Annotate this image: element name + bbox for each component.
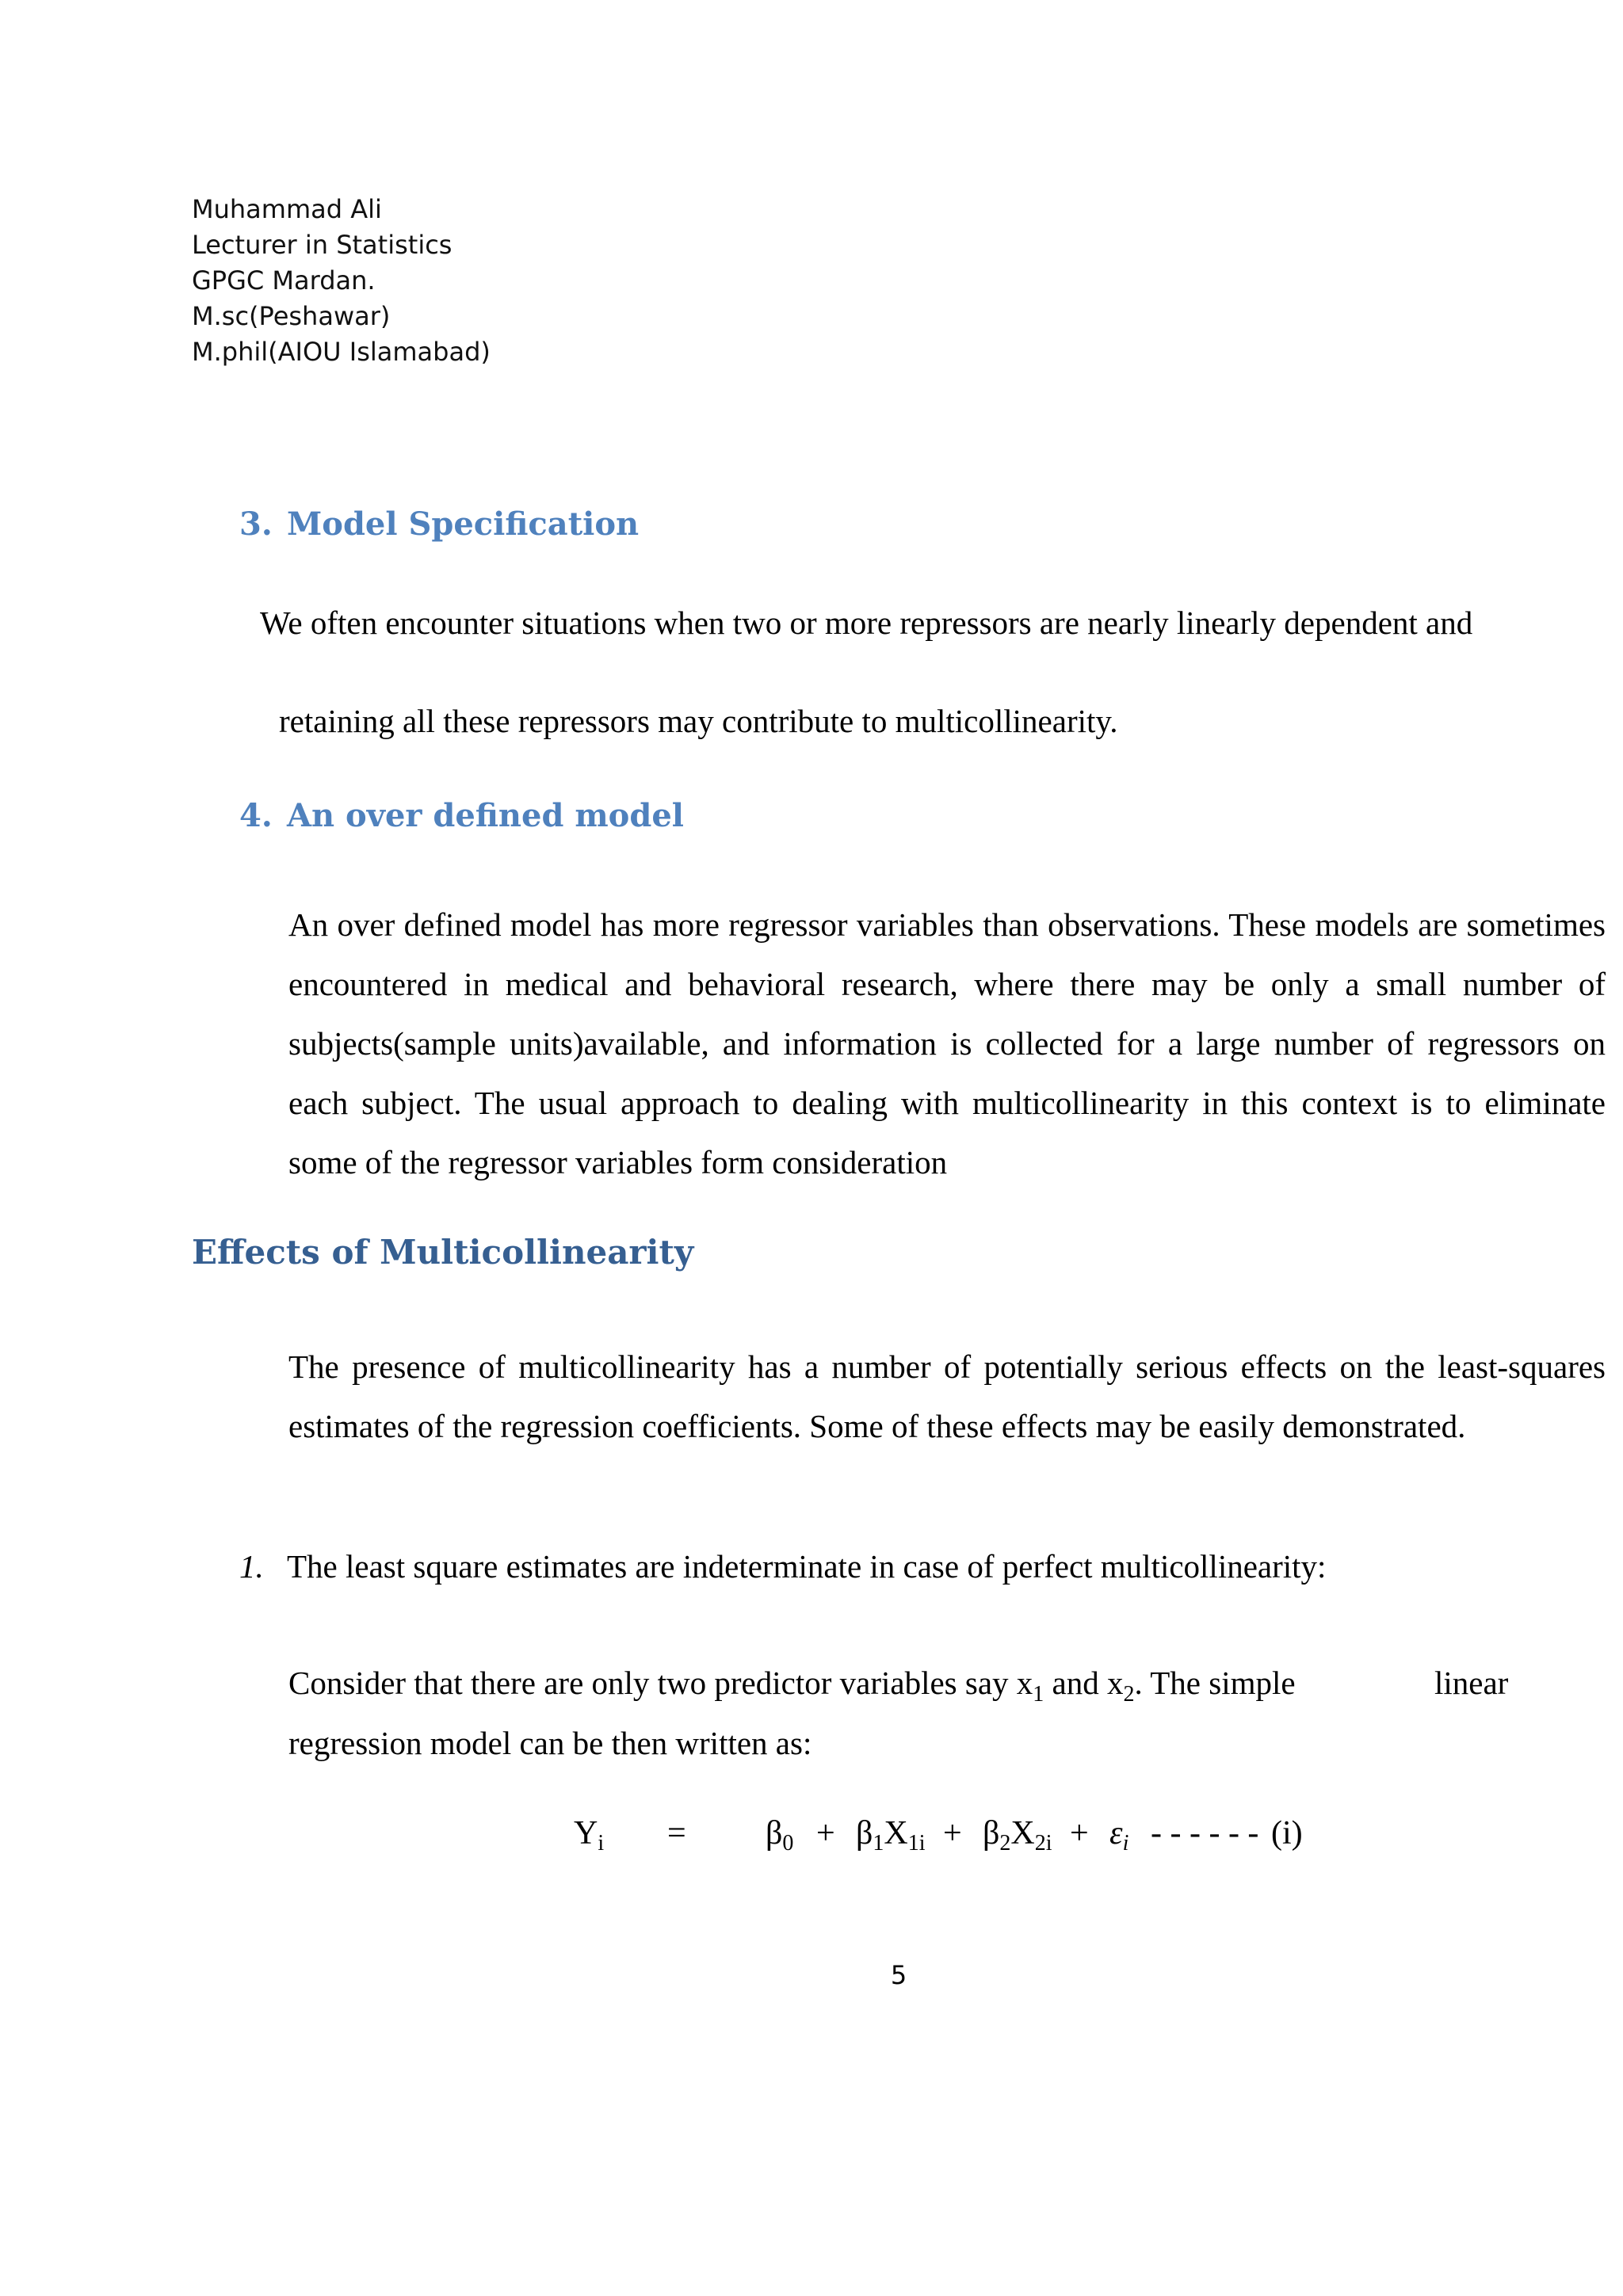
section-4-number: 4. <box>239 797 273 834</box>
equation-epsilon: $\varepsilon_i$ <box>1109 1815 1129 1855</box>
consider-text-c: . The simple <box>1134 1665 1296 1701</box>
effect-1-text: The least square estimates are indeterminate in case of perfect multicollinearity: <box>287 1548 1327 1585</box>
author-position: Lecturer in Statistics <box>192 230 453 260</box>
consider-text-a: Consider that there are only two predictor variables say x <box>288 1665 1033 1701</box>
author-name: Muhammad Ali <box>192 194 382 224</box>
consider-line-1 <box>288 1664 1296 1707</box>
effects-paragraph: The presence of multicollinearity has a number of potentially serious effects on the least-squares estimates of the regression coefficients. Some of these effects may be easily demonstrated. <box>288 1348 1606 1444</box>
author-degree-msc: M.sc(Peshawar) <box>192 301 391 331</box>
author-block <box>192 192 491 370</box>
equation-beta-1-x-1: $\beta_1X_{1i}$ <box>856 1815 926 1855</box>
consider-line-2: regression model can be then written as: <box>288 1725 812 1761</box>
author-institution: GPGC Mardan. <box>192 265 376 296</box>
equation-plus-1: + <box>816 1815 835 1852</box>
section-4-paragraph: An over defined model has more regressor variables than observations. These models are sometimes encountered in medical and behavioral research, where there may be only a small number of subjects(sample units)available, and information is collected for a large number of regressors on each subject. The usual approach to dealing with multicollinearity in this context is to eliminate some of the regressor variables form consideration <box>288 906 1606 1180</box>
effects-heading: Effects of Multicollinearity <box>192 1233 694 1272</box>
section-3-heading <box>239 505 639 543</box>
page-number: 5 <box>890 1960 907 1990</box>
section-3-number: 3. <box>239 505 273 543</box>
equation-lhs: $Y_i$ <box>574 1815 605 1855</box>
consider-text-b: and x <box>1044 1665 1124 1701</box>
equation-beta-2-x-2: $\beta_2X_{2i}$ <box>983 1815 1052 1855</box>
consider-text-linear: linear <box>1434 1665 1509 1701</box>
author-degree-mphil: M.phil(AIOU Islamabad) <box>192 337 491 367</box>
equation-plus-3: + <box>1070 1815 1089 1852</box>
subscript-2: 2 <box>1123 1682 1135 1707</box>
equation-equals: = <box>667 1815 686 1852</box>
effect-1-number: 1. <box>239 1548 264 1585</box>
equation-plus-2: + <box>943 1815 962 1852</box>
section-3-line-2: retaining all these repressors may contribute to multicollinearity. <box>279 703 1118 739</box>
effect-1-item <box>239 1547 1326 1585</box>
section-3-line-1: We often encounter situations when two or more repressors are nearly linearly dependent and <box>260 605 1473 641</box>
subscript-1: 1 <box>1033 1682 1044 1707</box>
section-4-heading <box>239 797 684 834</box>
section-3-title: Model Specification <box>287 505 640 543</box>
equation-dashes: - - - - - - <box>1151 1815 1259 1852</box>
regression-equation <box>0 1814 1623 1862</box>
section-4-title: An over defined model <box>287 797 684 834</box>
equation-beta-0: $\beta_0$ <box>766 1815 794 1855</box>
equation-label: (i) <box>1271 1815 1303 1852</box>
